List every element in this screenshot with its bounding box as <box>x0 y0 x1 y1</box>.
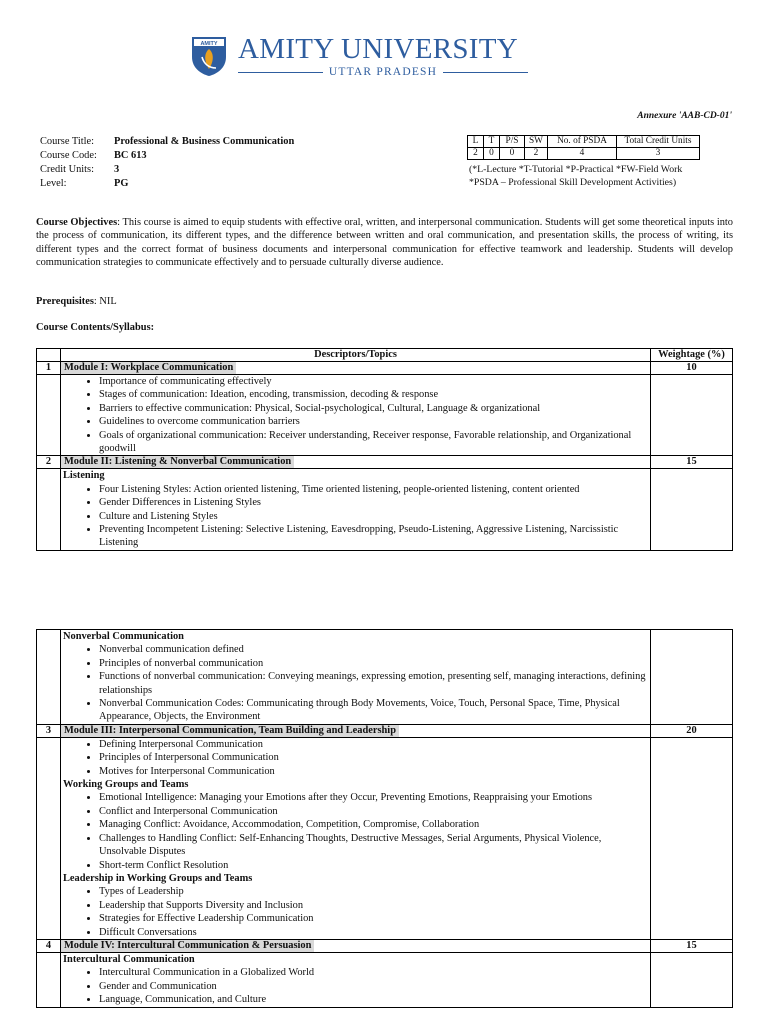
list-item: • Goals of organizational communication: Receiver understanding, Receiver response, Favorable relationship, and Organizational goodwill <box>99 429 648 456</box>
list-item: • Functions of nonverbal communication: Conveying meanings, expressing emotion, presenting self, managing interactions, defining relationships <box>99 670 648 697</box>
module-3-weight: 20 <box>651 724 733 737</box>
credit-value-total: 3 <box>617 148 700 160</box>
module-4-content <box>61 952 651 1007</box>
module-4-weight: 15 <box>651 939 733 952</box>
credit-value-ps: 0 <box>500 148 525 160</box>
list-item: • Barriers to effective communication: Physical, Social-psychological, Cultural, Language & organizational <box>99 402 648 415</box>
module-2-weight: 15 <box>651 456 733 469</box>
credit-header-total: Total Credit Units <box>617 136 700 148</box>
credit-units-label: Credit Units: <box>40 164 94 175</box>
course-title-label: Course Title: <box>40 136 94 147</box>
level-value: PG <box>114 178 129 189</box>
module-2-content <box>61 469 651 550</box>
module-3-subheading-groups: Working Groups and Teams <box>63 779 189 791</box>
list-item: • Nonverbal Communication Codes: Communicating through Body Movements, Voice, Touch, Personal Space, Time, Physical Appearance, Objects, the Environment <box>99 697 648 724</box>
credit-value-psda: 4 <box>548 148 617 160</box>
module-3-subheading-leadership: Leadership in Working Groups and Teams <box>63 872 253 884</box>
module-1-row <box>37 362 733 375</box>
location-text: UTTAR PRADESH <box>328 66 438 78</box>
module-4-title <box>61 939 651 952</box>
contents-title-text: Course Contents/Syllabus: <box>36 322 155 333</box>
header-weightage: Weightage (%) <box>651 349 733 362</box>
list-item: • Principles of nonverbal communication <box>99 657 648 670</box>
module-3-blank <box>37 737 61 939</box>
list-item: • Four Listening Styles: Action oriented listening, Time oriented listening, people-oriented listening, content oriented <box>99 483 648 496</box>
list-item: • Principles of Interpersonal Communication <box>99 751 648 764</box>
legend-line-1: (*L-Lecture *T-Tutorial *P-Practical *FW-Field Work <box>469 164 683 175</box>
module-2-cont-blank <box>37 630 61 725</box>
credit-table <box>467 135 700 160</box>
module-3-title-text: Module III: Interpersonal Communication, Team Building and Leadership <box>61 725 399 737</box>
syllabus-table-part-2 <box>36 629 733 1008</box>
credit-header-row <box>468 136 700 148</box>
module-2-row <box>37 456 733 469</box>
amity-logo-icon <box>190 35 228 77</box>
list-item: • Gender and Communication <box>99 980 648 993</box>
university-location <box>238 66 528 79</box>
prerequisites <box>36 295 733 308</box>
module-3-list-2 <box>63 791 648 871</box>
module-1-content-row <box>37 375 733 456</box>
module-2-subheading-nonverbal: Nonverbal Communication <box>63 631 184 642</box>
module-4-subheading-intercultural: Intercultural Communication <box>63 953 195 965</box>
list-item: • Culture and Listening Styles <box>99 510 648 523</box>
level-label: Level: <box>40 178 67 189</box>
objectives-label: Course Objectives <box>36 217 118 228</box>
credit-header-t: T <box>484 136 500 148</box>
course-objectives <box>36 216 733 270</box>
list-item: • Nonverbal communication defined <box>99 643 648 656</box>
list-item: • Difficult Conversations <box>99 926 648 939</box>
module-1-list <box>63 375 648 455</box>
header-topics: Descriptors/Topics <box>61 349 651 362</box>
module-1-blank <box>37 375 61 456</box>
module-3-number: 3 <box>37 724 61 737</box>
module-4-content-row <box>37 952 733 1007</box>
list-item: • Types of Leadership <box>99 885 648 898</box>
course-title-value: Professional & Business Communication <box>114 136 295 147</box>
module-4-list-1 <box>63 966 648 1006</box>
module-2-title <box>61 456 651 469</box>
module-2-number: 2 <box>37 456 61 469</box>
module-4-title-text: Module IV: Intercultural Communication & Persuasion <box>61 940 314 952</box>
module-3-weight-blank <box>651 737 733 939</box>
list-item: • Defining Interpersonal Communication <box>99 738 648 751</box>
module-4-weight-blank <box>651 952 733 1007</box>
annexure-label: Annexure 'AAB-CD-01' <box>637 111 732 121</box>
list-item: • Gender Differences in Listening Styles <box>99 496 648 509</box>
list-item: • Preventing Incompetent Listening: Selective Listening, Eavesdropping, Pseudo-Listening, Aggressive Listening, Narcissistic Listening <box>99 523 648 550</box>
module-3-row <box>37 724 733 737</box>
module-2-content-continued <box>61 630 651 725</box>
list-item: • Leadership that Supports Diversity and Inclusion <box>99 899 648 912</box>
header-blank <box>37 349 61 362</box>
module-2-weight-blank <box>651 469 733 550</box>
list-item: • Motives for Interpersonal Communication <box>99 765 648 778</box>
course-info <box>40 135 294 191</box>
credit-value-row <box>468 148 700 160</box>
syllabus-table-part-1 <box>36 348 733 551</box>
list-item: • Importance of communicating effectively <box>99 375 648 388</box>
module-3-content <box>61 737 651 939</box>
credit-header-l: L <box>468 136 484 148</box>
credit-value-t: 0 <box>484 148 500 160</box>
module-1-title-text: Module I: Workplace Communication <box>61 362 236 374</box>
syllabus-header-row <box>37 349 733 362</box>
module-2-cont-weight-blank <box>651 630 733 725</box>
course-code-value: BC 613 <box>114 150 147 161</box>
module-2-blank <box>37 469 61 550</box>
credit-units-value: 3 <box>114 164 120 175</box>
module-3-content-row <box>37 737 733 939</box>
prerequisites-label: Prerequisites <box>36 296 94 307</box>
module-2-subheading-listening: Listening <box>63 470 105 482</box>
module-3-title <box>61 724 651 737</box>
list-item: • Language, Communication, and Culture <box>99 993 648 1006</box>
list-item: • Short-term Conflict Resolution <box>99 859 648 872</box>
module-2-title-text: Module II: Listening & Nonverbal Communication <box>61 456 294 468</box>
credit-header-psda: No. of PSDA <box>548 136 617 148</box>
objectives-text: : This course is aimed to equip students with effective oral, written, and interpersonal communication. Students will get some theoretical inputs into the process of communication, its different types, and the difference between written and oral communication, and presentation skills, the process of writing, its different types and the correct format of business documents and interpersonal communication for effective teamwork and leadership. Students will develop communication strategies to communicate effectively and to persuade culturally diverse audience. <box>36 217 734 269</box>
module-1-title <box>61 362 651 375</box>
module-2-content-continued-row <box>37 630 733 725</box>
module-4-blank <box>37 952 61 1007</box>
list-item: • Guidelines to overcome communication barriers <box>99 415 648 428</box>
credit-legend <box>469 163 682 189</box>
credit-header-ps: P/S <box>500 136 525 148</box>
list-item: • Intercultural Communication in a Globalized World <box>99 966 648 979</box>
module-2-list-2 <box>63 643 648 723</box>
module-2-content-row <box>37 469 733 550</box>
module-2-list-1 <box>63 483 648 550</box>
list-item: • Emotional Intelligence: Managing your Emotions after they Occur, Preventing Emotions, Reappraising your Emotions <box>99 791 648 804</box>
list-item: • Stages of communication: Ideation, encoding, transmission, decoding & response <box>99 388 648 401</box>
module-4-row <box>37 939 733 952</box>
course-code-label: Course Code: <box>40 150 97 161</box>
credit-header-sw: SW <box>525 136 548 148</box>
university-name: AMITY UNIVERSITY <box>238 33 519 65</box>
credit-value-l: 2 <box>468 148 484 160</box>
module-1-weight: 10 <box>651 362 733 375</box>
list-item: • Challenges to Handling Conflict: Self-Enhancing Thoughts, Destructive Messages, Serial Arguments, Physical Violence, Unsolvable Disputes <box>99 832 648 859</box>
module-1-number: 1 <box>37 362 61 375</box>
course-contents-title <box>36 321 733 334</box>
module-4-number: 4 <box>37 939 61 952</box>
prerequisites-text: : NIL <box>93 296 117 307</box>
credit-value-sw: 2 <box>525 148 548 160</box>
list-item: • Conflict and Interpersonal Communication <box>99 805 648 818</box>
module-1-content <box>61 375 651 456</box>
logo-text: AMITY <box>200 41 218 47</box>
module-3-list-1 <box>63 738 648 778</box>
module-1-weight-blank <box>651 375 733 456</box>
list-item: • Strategies for Effective Leadership Communication <box>99 912 648 925</box>
module-3-list-3 <box>63 885 648 939</box>
legend-line-2: *PSDA – Professional Skill Development Activities) <box>469 177 677 188</box>
list-item: • Managing Conflict: Avoidance, Accommodation, Competition, Compromise, Collaboration <box>99 818 648 831</box>
